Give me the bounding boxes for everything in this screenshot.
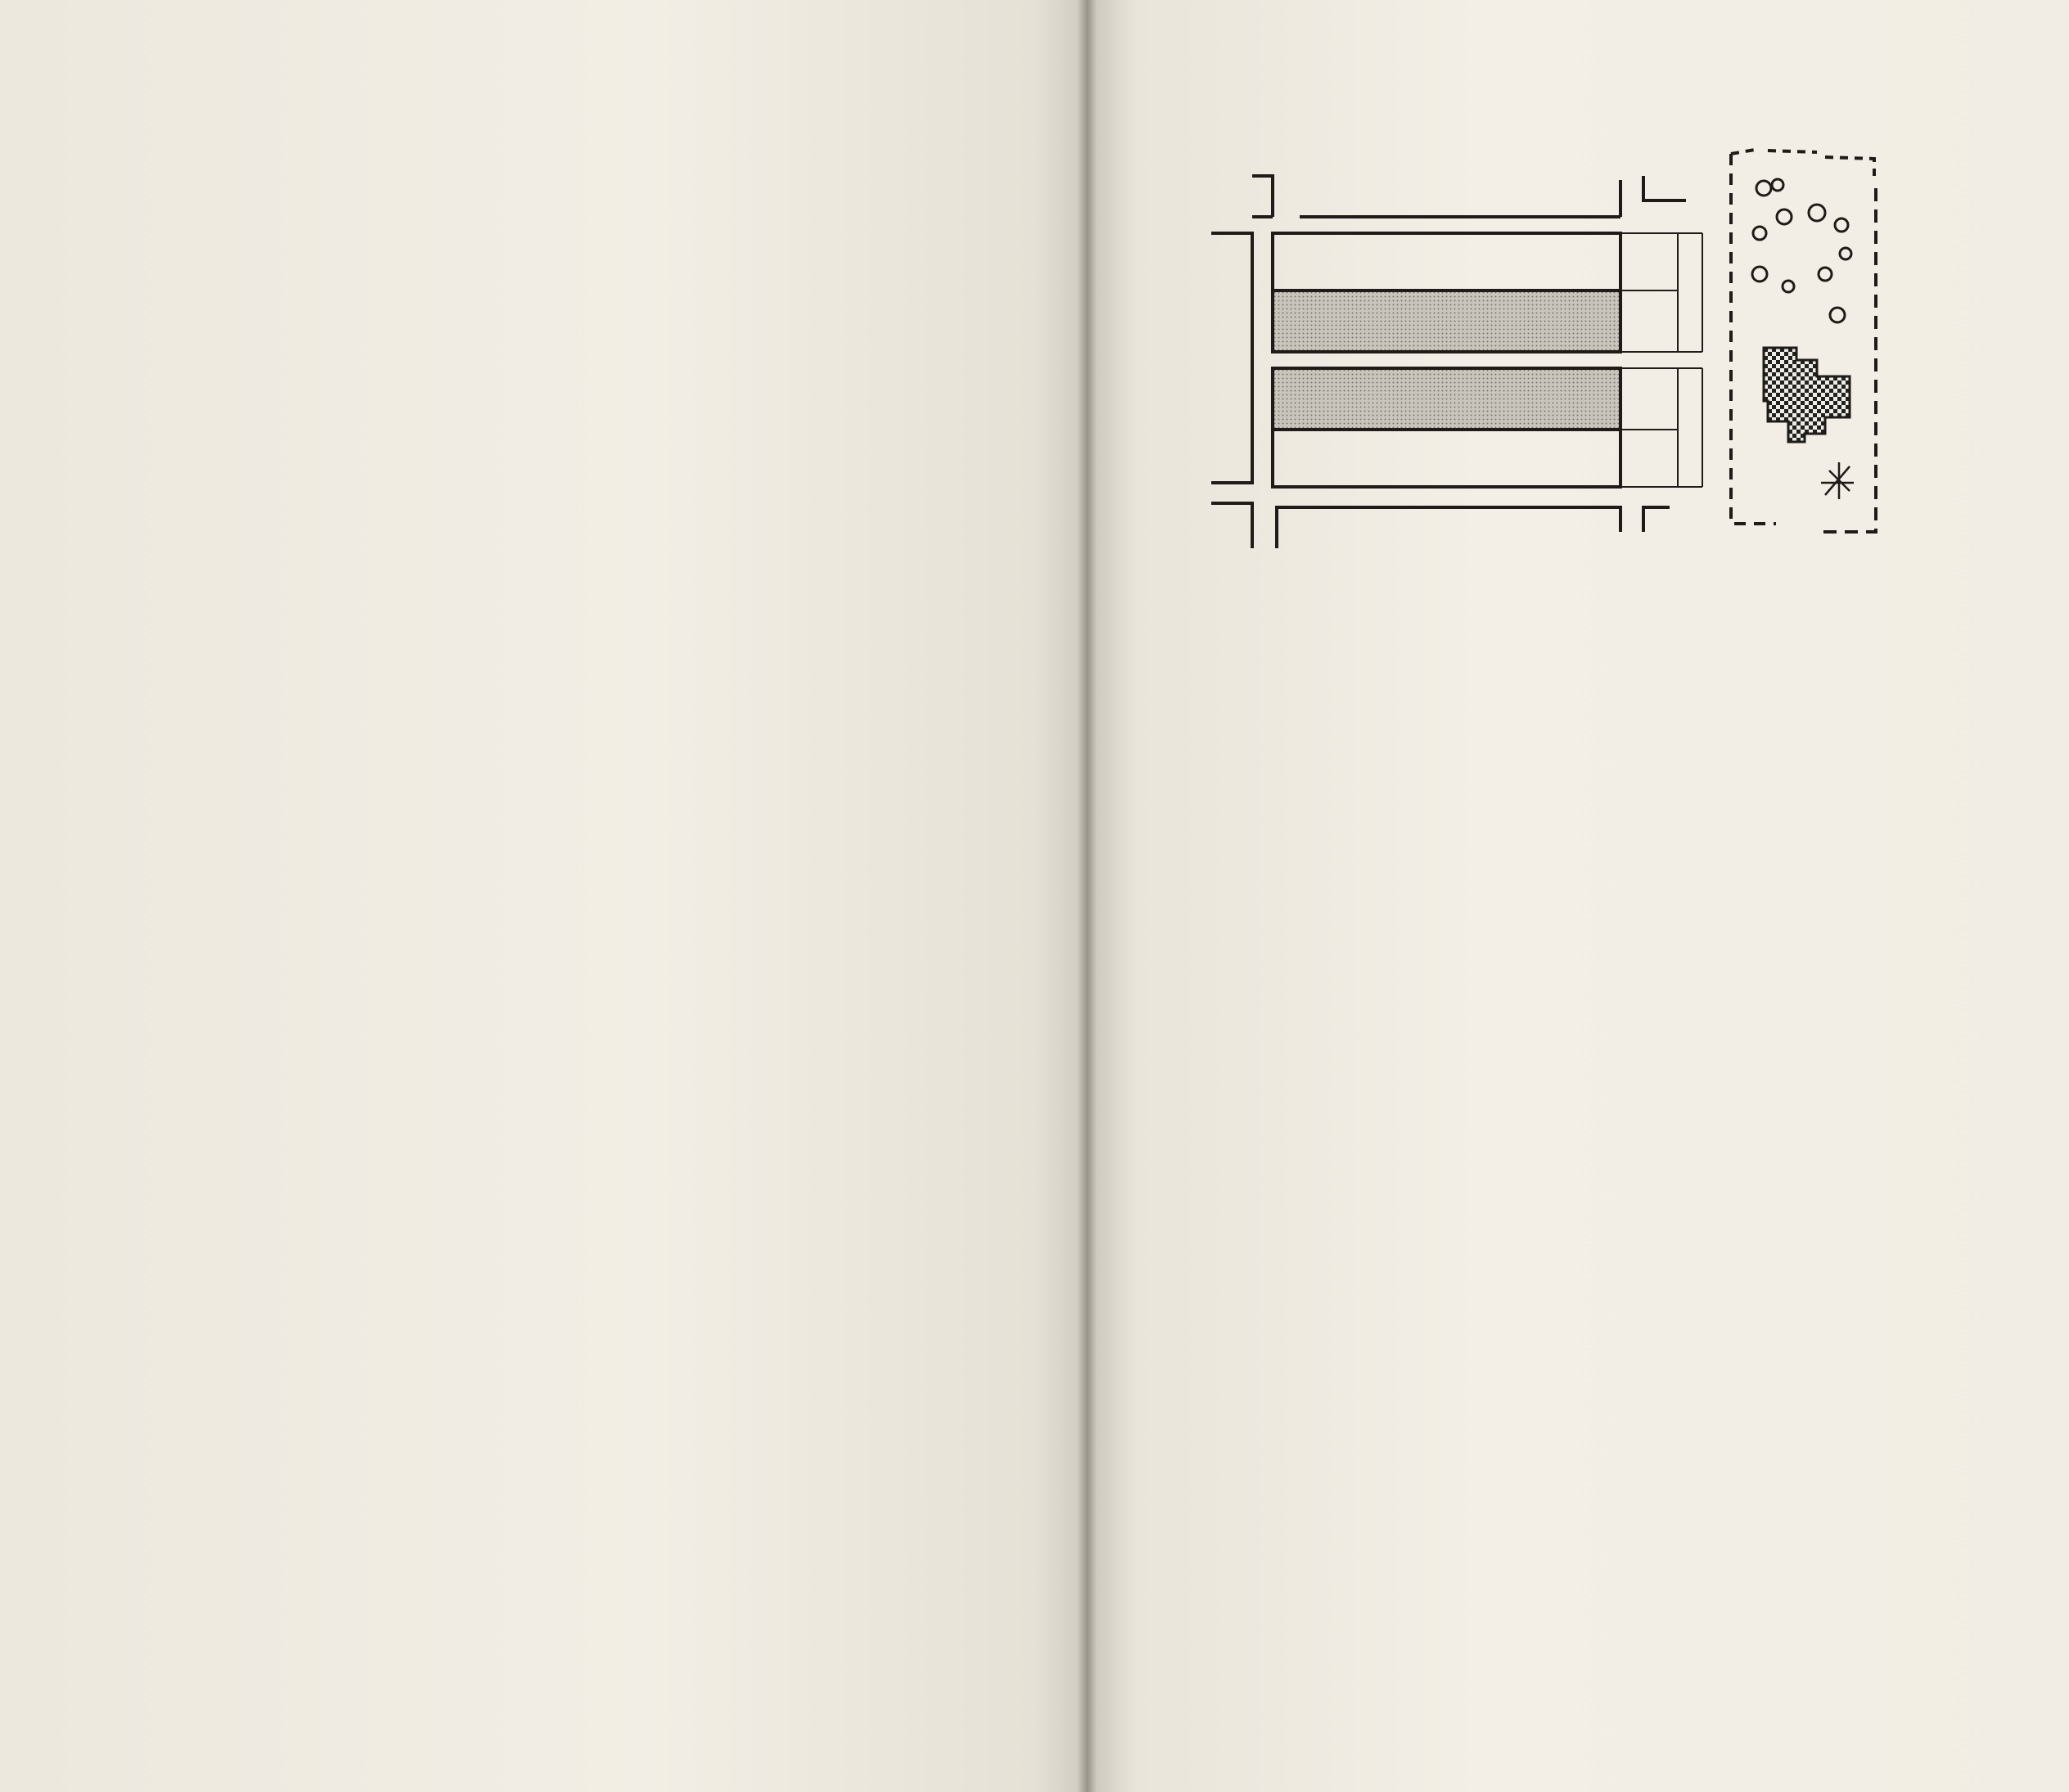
- body-text: [139, 75, 1035, 92]
- figure-10: [1195, 139, 1899, 565]
- paragraph: [139, 75, 1035, 92]
- paragraph: [139, 75, 1035, 92]
- paragraph: [139, 75, 1035, 92]
- book-gutter: [1077, 0, 1097, 1792]
- figure-10-illustration: [1195, 139, 1899, 565]
- layout-plan: [1211, 176, 1702, 548]
- paragraph: [139, 75, 1035, 92]
- residential-plot: [1731, 149, 1876, 532]
- paragraph: [139, 75, 1035, 92]
- garden-stones: [1752, 179, 1851, 322]
- gate-icon: [1821, 462, 1854, 499]
